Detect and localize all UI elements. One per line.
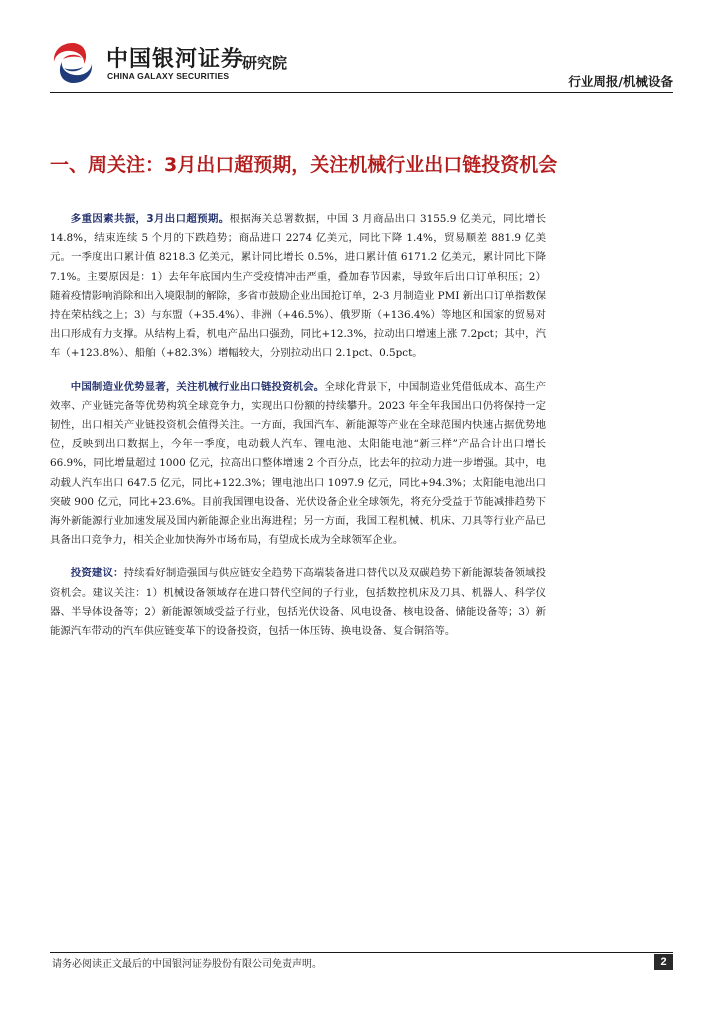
paragraph-body: 全球化背景下，中国制造业凭借低成本、高生产效率、产业链完备等优势构筑全球竞争力，实现出口份额的持续攀升。2023 年全年我国出口仍将保持一定韧性，出口相关产业链投资机会值得关注。一方面，我国汽车、新能源等产业在全球范围内快速占据优势地位，反映到出口数据上，今年一季度，电动载人汽车、锂电池、太阳能电池“新三样”产品合计出口增长 66.9%，同比增量超过 1000 亿元，拉高出口整体增速 2 个百分点，比去年的拉动力进一步增强。其中，电动载人汽车出口 647.5 亿元，同比+122.3%；锂电池出口 1097.9 亿元，同比+94.3%；太阳能电池出口突破 900 亿元，同比+23.6%。目前我国锂电设备、光伏设备企业全球领先，将充分受益于节能减排趋势下海外新能源行业加速发展及国内新能源企业出海进程；另一方面，我国工程机械、机床、刀具等行业产品已具备出口竞争力，相关企业加快海外市场布局，有望成长成为全球领军企业。 [50,380,547,547]
section-title: 一、周关注：3月出口超预期，关注机械行业出口链投资机会 [50,154,558,176]
paragraph-lead: 投资建议： [70,567,124,580]
brand-name-en: CHINA GALAXY SECURITIES [107,71,230,81]
footer-disclaimer: 请务必阅读正文最后的中国银河证券股份有限公司免责声明。 [52,959,322,970]
footer-divider [50,952,673,953]
paragraph-manufacturing-advantage [50,378,546,551]
report-type-label: 行业周报/机械设备 [568,74,673,89]
paragraph-lead: 多重因素共振，3月出口超预期。 [70,213,230,225]
page-number: 2 [654,954,673,970]
paragraph-lead: 中国制造业优势显著，关注机械行业出口链投资机会。 [70,380,325,393]
page-header [50,30,673,92]
paragraph-investment-advice [50,564,546,641]
brand-name-cn: 中国银河证券 [106,47,245,72]
report-body [50,210,546,655]
paragraph-body: 持续看好制造强国与供应链安全趋势下高端装备进口替代以及双碳趋势下新能源装备领域投资机会。建议关注：1）机械设备领域存在进口替代空间的子行业，包括数控机床及刀具、机器人、科学仪器、半导体设备等；2）新能源领域受益子行业，包括光伏设备、风电设备、核电设备、储能设备等；3）新能源汽车带动的汽车供应链变革下的设备投资，包括一体压铸、换电设备、复合铜箔等。 [50,567,547,638]
paragraph-export-overview [50,210,546,364]
header-divider [50,92,673,93]
galaxy-logo-icon [50,40,96,86]
paragraph-body: 根据海关总署数据，中国 3 月商品出口 3155.9 亿美元，同比增长 14.8%，结束连续 5 个月的下跌趋势；商品进口 2274 亿美元，同比下降 1.4%，贸易顺差 881.9 亿美元。一季度出口累计值 8218.3 亿美元，累计同比增长 0.5%，进口累计值 6171.2 亿美元，累计同比下降 7.1%。主要原因是：1）去年年底国内生产受疫情冲击严重，叠加春节因素，导致年后出口订单积压；2）随着疫情影响消除和出入境限制的解除，多省市鼓励企业出国抢订单，2-3 月制造业 PMI 新出口订单指数保持在荣枯线之上；3）与东盟（+35.4%）、非洲（+46.5%）、俄罗斯（+136.4%）等地区和国家的贸易对出口形成有力支撑。从结构上看，机电产品出口强劲，同比+12.3%，拉动出口增速上涨 7.2pct；其中，汽车（+123.8%）、船舶（+82.3%）增幅较大，分别拉动出口 2.1pct、0.5pct。 [50,213,546,360]
brand-subtitle: 研究院 [242,54,288,72]
